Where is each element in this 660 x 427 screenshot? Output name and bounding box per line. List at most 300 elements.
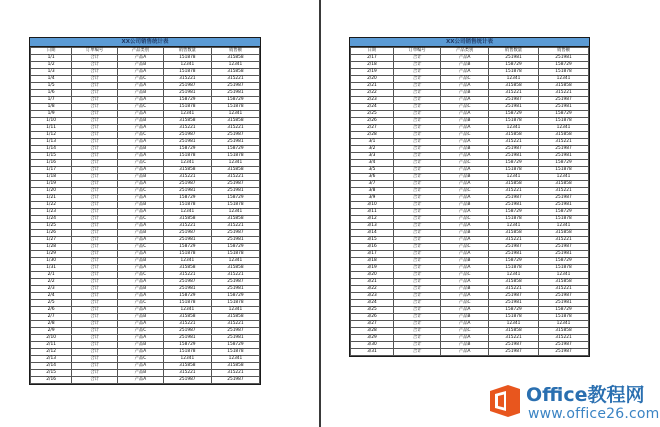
table-cell: 产品C <box>118 104 164 111</box>
table-cell: 315858 <box>489 132 539 139</box>
table-cell: 产品B <box>441 230 489 237</box>
table-cell: 合计 <box>393 279 441 286</box>
table-cell: 产品A <box>118 293 164 300</box>
table-cell: 1/17 <box>31 167 72 174</box>
table-cell: 3/23 <box>351 293 394 300</box>
table-cell: 合计 <box>393 223 441 230</box>
table-cell: 3/16 <box>351 244 394 251</box>
table-cell: 3/19 <box>351 265 394 272</box>
table-cell: 151878 <box>163 69 211 76</box>
table-cell: 产品A <box>441 307 489 314</box>
table-cell: 151878 <box>163 251 211 258</box>
table-row <box>31 314 260 321</box>
table-cell: 151878 <box>163 104 211 111</box>
table-cell: 3/26 <box>351 314 394 321</box>
table-cell: 3/28 <box>351 328 394 335</box>
table-cell: 251981 <box>489 202 539 209</box>
table-cell: 12341 <box>538 125 588 132</box>
table-cell: 12341 <box>489 76 539 83</box>
table-row <box>31 174 260 181</box>
table-cell: 315858 <box>163 314 211 321</box>
table-row <box>351 258 589 265</box>
table-cell: 3/11 <box>351 209 394 216</box>
table-cell: 产品A <box>441 55 489 62</box>
table-cell: 12341 <box>489 125 539 132</box>
table-cell: 251987 <box>163 132 211 139</box>
table-cell: 1/12 <box>31 132 72 139</box>
table-cell: 158729 <box>489 209 539 216</box>
table-row <box>31 377 260 384</box>
table-cell: 151878 <box>211 251 259 258</box>
table-cell: 合计 <box>393 251 441 258</box>
table-cell: 合计 <box>393 307 441 314</box>
table-row <box>31 237 260 244</box>
table-cell: 2/16 <box>31 377 72 384</box>
table-cell: 251987 <box>489 349 539 356</box>
table-cell: 合计 <box>393 97 441 104</box>
table-cell: 合计 <box>393 146 441 153</box>
table-cell: 2/26 <box>351 118 394 125</box>
table-cell: 315221 <box>163 223 211 230</box>
table-cell: 产品B <box>118 258 164 265</box>
table-row <box>351 83 589 90</box>
table-cell: 合计 <box>393 335 441 342</box>
table-cell: 251987 <box>489 244 539 251</box>
table-row <box>31 293 260 300</box>
table-cell: 产品B <box>118 90 164 97</box>
column-header: 日期 <box>31 48 72 55</box>
table-row <box>31 216 260 223</box>
table-row <box>31 328 260 335</box>
table-cell: 315858 <box>211 265 259 272</box>
table-cell: 315858 <box>489 279 539 286</box>
table-cell: 151878 <box>489 265 539 272</box>
table-cell: 产品A <box>441 97 489 104</box>
table-cell: 产品A <box>118 349 164 356</box>
table-cell: 151878 <box>163 55 211 62</box>
table-cell: 315221 <box>211 125 259 132</box>
table-row <box>31 223 260 230</box>
table-cell: 251987 <box>538 293 588 300</box>
table-cell: 151878 <box>211 349 259 356</box>
table-cell: 158729 <box>163 244 211 251</box>
table-cell: 3/2 <box>351 146 394 153</box>
table-cell: 251981 <box>538 202 588 209</box>
brand-chinese: 教程网 <box>587 384 645 406</box>
table-row <box>351 300 589 307</box>
table-cell: 3/7 <box>351 181 394 188</box>
column-header: 销售额 <box>211 48 259 55</box>
table-cell: 合计 <box>72 349 118 356</box>
table-cell: 3/18 <box>351 258 394 265</box>
table-cell: 产品B <box>441 118 489 125</box>
table-cell: 158729 <box>538 307 588 314</box>
table-cell: 315858 <box>489 230 539 237</box>
table-cell: 产品A <box>118 181 164 188</box>
table-cell: 3/4 <box>351 160 394 167</box>
table-row <box>31 62 260 69</box>
table-cell: 合计 <box>72 111 118 118</box>
table-row <box>31 279 260 286</box>
table-cell: 产品A <box>118 167 164 174</box>
table-cell: 产品A <box>441 69 489 76</box>
table-cell: 251981 <box>163 237 211 244</box>
table-cell: 合计 <box>393 195 441 202</box>
table-cell: 3/1 <box>351 139 394 146</box>
table-cell: 合计 <box>72 132 118 139</box>
table-cell: 合计 <box>72 146 118 153</box>
table-cell: 合计 <box>72 370 118 377</box>
table-cell: 251981 <box>489 104 539 111</box>
table-cell: 产品A <box>441 279 489 286</box>
table-cell: 3/13 <box>351 223 394 230</box>
table-cell: 合计 <box>393 160 441 167</box>
table-cell: 251987 <box>489 293 539 300</box>
table-row <box>351 125 589 132</box>
table-cell: 产品A <box>118 377 164 384</box>
table-cell: 1/31 <box>31 265 72 272</box>
table-row <box>31 202 260 209</box>
table-cell: 12341 <box>163 209 211 216</box>
table-cell: 12341 <box>163 258 211 265</box>
table-cell: 产品A <box>118 321 164 328</box>
table-cell: 产品A <box>118 209 164 216</box>
table-cell: 12341 <box>211 62 259 69</box>
table-cell: 产品C <box>118 300 164 307</box>
table-row <box>351 349 589 356</box>
table-cell: 2/21 <box>351 83 394 90</box>
table-cell: 151878 <box>538 265 588 272</box>
table-cell: 合计 <box>393 167 441 174</box>
table-cell: 251981 <box>489 55 539 62</box>
table-row <box>351 153 589 160</box>
table-row <box>351 237 589 244</box>
table-cell: 产品B <box>118 370 164 377</box>
table-cell: 合计 <box>72 153 118 160</box>
table-cell: 产品A <box>441 251 489 258</box>
table-cell: 合计 <box>72 230 118 237</box>
table-cell: 合计 <box>393 244 441 251</box>
table-row <box>31 370 260 377</box>
table-cell: 2/25 <box>351 111 394 118</box>
table-cell: 315858 <box>163 216 211 223</box>
table-row <box>31 188 260 195</box>
table-cell: 315221 <box>538 90 588 97</box>
table-cell: 315221 <box>163 125 211 132</box>
table-cell: 12341 <box>489 174 539 181</box>
table-cell: 315221 <box>538 139 588 146</box>
table-row <box>31 55 260 62</box>
table-cell: 2/28 <box>351 132 394 139</box>
table-cell: 产品A <box>441 153 489 160</box>
table-cell: 315221 <box>211 321 259 328</box>
table-cell: 合计 <box>393 69 441 76</box>
table-row <box>351 111 589 118</box>
table-cell: 315858 <box>163 118 211 125</box>
table-cell: 251987 <box>211 83 259 90</box>
table-cell: 产品A <box>441 139 489 146</box>
column-header: 订单编号 <box>393 48 441 55</box>
table-cell: 合计 <box>72 328 118 335</box>
table-cell: 产品C <box>441 328 489 335</box>
table-cell: 315221 <box>163 76 211 83</box>
table-cell: 合计 <box>72 237 118 244</box>
table-cell: 合计 <box>393 111 441 118</box>
table-cell: 2/13 <box>31 356 72 363</box>
table-cell: 315221 <box>211 174 259 181</box>
table-cell: 合计 <box>72 377 118 384</box>
table-cell: 315221 <box>489 188 539 195</box>
table-cell: 12341 <box>163 356 211 363</box>
sheet-title: XX公司销售统计表 <box>30 38 260 47</box>
table-cell: 产品A <box>441 111 489 118</box>
table-cell: 合计 <box>72 272 118 279</box>
table-cell: 151878 <box>211 300 259 307</box>
table-row <box>31 356 260 363</box>
table-row <box>351 104 589 111</box>
table-cell: 合计 <box>72 62 118 69</box>
table-cell: 3/27 <box>351 321 394 328</box>
table-cell: 251987 <box>211 279 259 286</box>
table-cell: 合计 <box>393 286 441 293</box>
table-cell: 合计 <box>393 202 441 209</box>
table-cell: 315221 <box>163 321 211 328</box>
table-cell: 3/30 <box>351 342 394 349</box>
table-row <box>351 118 589 125</box>
table-cell: 合计 <box>72 307 118 314</box>
column-header: 销售额 <box>538 48 588 55</box>
table-cell: 产品A <box>118 97 164 104</box>
table-cell: 251987 <box>538 349 588 356</box>
table-cell: 251981 <box>538 55 588 62</box>
table-cell: 产品C <box>441 300 489 307</box>
table-cell: 1/13 <box>31 139 72 146</box>
table-cell: 产品B <box>118 230 164 237</box>
table-cell: 合计 <box>72 160 118 167</box>
table-cell: 251987 <box>211 377 259 384</box>
table-cell: 合计 <box>393 188 441 195</box>
table-cell: 315858 <box>211 118 259 125</box>
table-cell: 251981 <box>538 300 588 307</box>
table-cell: 1/3 <box>31 69 72 76</box>
table-cell: 产品A <box>118 55 164 62</box>
table-cell: 158729 <box>163 195 211 202</box>
table-cell: 151878 <box>163 300 211 307</box>
table-cell: 产品C <box>441 132 489 139</box>
table-row <box>31 69 260 76</box>
table-cell: 3/10 <box>351 202 394 209</box>
table-cell: 产品A <box>118 265 164 272</box>
table-cell: 315221 <box>489 286 539 293</box>
table-cell: 产品A <box>118 83 164 90</box>
table-cell: 产品A <box>441 265 489 272</box>
table-cell: 产品B <box>441 62 489 69</box>
table-row <box>31 132 260 139</box>
table-cell: 151878 <box>211 104 259 111</box>
table-cell: 158729 <box>211 97 259 104</box>
table-cell: 315858 <box>489 83 539 90</box>
table-cell: 315221 <box>163 174 211 181</box>
table-row <box>31 167 260 174</box>
table-cell: 2/20 <box>351 76 394 83</box>
table-row <box>31 209 260 216</box>
table-cell: 产品A <box>118 69 164 76</box>
table-cell: 合计 <box>72 363 118 370</box>
table-cell: 251981 <box>163 90 211 97</box>
table-cell: 2/1 <box>31 272 72 279</box>
table-cell: 合计 <box>393 237 441 244</box>
table-cell: 1/23 <box>31 209 72 216</box>
table-cell: 158729 <box>211 342 259 349</box>
table-cell: 3/8 <box>351 188 394 195</box>
table-cell: 合计 <box>72 76 118 83</box>
table-cell: 2/27 <box>351 125 394 132</box>
table-cell: 1/25 <box>31 223 72 230</box>
table-cell: 2/9 <box>31 328 72 335</box>
table-cell: 合计 <box>393 321 441 328</box>
table-cell: 2/11 <box>31 342 72 349</box>
table-cell: 158729 <box>163 97 211 104</box>
table-cell: 产品B <box>441 202 489 209</box>
sales-table-left <box>29 37 261 385</box>
table-row <box>351 321 589 328</box>
table-cell: 151878 <box>489 118 539 125</box>
table-cell: 251987 <box>163 181 211 188</box>
table-cell: 合计 <box>393 265 441 272</box>
table-cell: 产品A <box>441 223 489 230</box>
table-cell: 产品C <box>118 160 164 167</box>
table-cell: 12341 <box>538 223 588 230</box>
table-cell: 合计 <box>72 216 118 223</box>
table-cell: 2/12 <box>31 349 72 356</box>
table-cell: 产品B <box>441 146 489 153</box>
table-cell: 合计 <box>72 188 118 195</box>
table-row <box>351 272 589 279</box>
table-cell: 251987 <box>163 279 211 286</box>
table-cell: 158729 <box>163 293 211 300</box>
table-cell: 158729 <box>489 307 539 314</box>
table-row <box>351 167 589 174</box>
table-cell: 合计 <box>72 286 118 293</box>
table-cell: 158729 <box>538 111 588 118</box>
table-cell: 251987 <box>489 97 539 104</box>
table-cell: 产品B <box>441 174 489 181</box>
table-cell: 315221 <box>163 370 211 377</box>
table-cell: 合计 <box>393 139 441 146</box>
table-cell: 315221 <box>489 335 539 342</box>
table-cell: 151878 <box>538 118 588 125</box>
table-cell: 3/29 <box>351 335 394 342</box>
table-row <box>31 300 260 307</box>
table-cell: 合计 <box>393 90 441 97</box>
table-cell: 12341 <box>163 62 211 69</box>
table-cell: 12341 <box>489 321 539 328</box>
table-cell: 产品C <box>441 188 489 195</box>
table-row <box>31 97 260 104</box>
table-row <box>351 244 589 251</box>
table-cell: 合计 <box>72 258 118 265</box>
table-cell: 251981 <box>538 104 588 111</box>
table-row <box>351 181 589 188</box>
table-cell: 315858 <box>211 69 259 76</box>
table-cell: 产品B <box>441 342 489 349</box>
table-cell: 315858 <box>163 167 211 174</box>
table-cell: 251981 <box>163 139 211 146</box>
table-row <box>31 118 260 125</box>
table-cell: 合计 <box>72 139 118 146</box>
table-cell: 2/10 <box>31 335 72 342</box>
table-row <box>351 160 589 167</box>
table-cell: 1/20 <box>31 188 72 195</box>
table-row <box>351 97 589 104</box>
table-row <box>31 146 260 153</box>
table-cell: 315221 <box>211 272 259 279</box>
table-cell: 1/14 <box>31 146 72 153</box>
table-row <box>31 286 260 293</box>
table-cell: 2/19 <box>351 69 394 76</box>
table-cell: 3/9 <box>351 195 394 202</box>
table-cell: 315858 <box>489 328 539 335</box>
table-cell: 12341 <box>538 76 588 83</box>
table-cell: 251981 <box>489 251 539 258</box>
table-cell: 3/12 <box>351 216 394 223</box>
table-cell: 产品A <box>441 335 489 342</box>
table-cell: 315858 <box>489 181 539 188</box>
table-cell: 251981 <box>489 153 539 160</box>
table-row <box>31 251 260 258</box>
table-cell: 合计 <box>72 181 118 188</box>
table-cell: 产品A <box>118 223 164 230</box>
table-cell: 合计 <box>393 342 441 349</box>
table-cell: 158729 <box>489 111 539 118</box>
table-cell: 产品C <box>118 216 164 223</box>
table-cell: 251981 <box>163 188 211 195</box>
table-cell: 315221 <box>489 237 539 244</box>
table-cell: 2/23 <box>351 97 394 104</box>
table-row <box>31 76 260 83</box>
table-cell: 合计 <box>72 209 118 216</box>
table-cell: 12341 <box>163 307 211 314</box>
table-cell: 2/6 <box>31 307 72 314</box>
table-cell: 合计 <box>393 132 441 139</box>
table-cell: 3/14 <box>351 230 394 237</box>
table-cell: 合计 <box>393 55 441 62</box>
table-row <box>31 265 260 272</box>
table-cell: 12341 <box>211 111 259 118</box>
table-cell: 12341 <box>211 160 259 167</box>
table-cell: 合计 <box>393 272 441 279</box>
table-cell: 产品C <box>118 188 164 195</box>
table-cell: 251981 <box>489 300 539 307</box>
table-cell: 251987 <box>163 83 211 90</box>
table-row <box>351 62 589 69</box>
site-watermark <box>482 378 660 427</box>
table-cell: 315221 <box>538 335 588 342</box>
table-cell: 产品C <box>441 104 489 111</box>
table-cell: 1/30 <box>31 258 72 265</box>
table-row <box>351 328 589 335</box>
table-cell: 2/22 <box>351 90 394 97</box>
brand-name <box>526 380 645 407</box>
table-row <box>351 342 589 349</box>
table-cell: 合计 <box>72 83 118 90</box>
table-cell: 合计 <box>72 118 118 125</box>
table-cell: 251987 <box>211 181 259 188</box>
table-cell: 12341 <box>538 321 588 328</box>
table-row <box>351 307 589 314</box>
table-cell: 合计 <box>393 104 441 111</box>
table-cell: 合计 <box>393 62 441 69</box>
